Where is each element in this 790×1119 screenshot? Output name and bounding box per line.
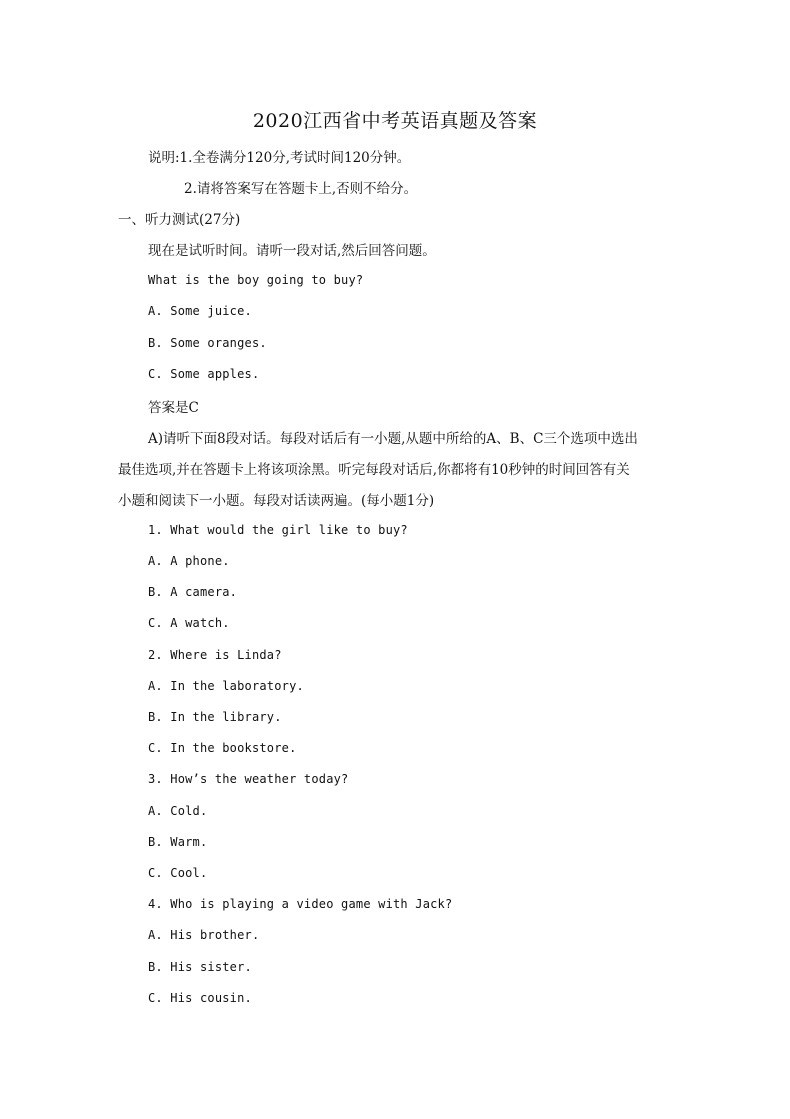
trial-option-c: C. Some apples. [148,367,260,381]
question-1-option-b: B. A camera. [148,585,238,599]
question-3-option-b: B. Warm. [148,835,208,849]
question-2-option-b: B. In the library. [148,710,282,724]
question-1-option-c: C. A watch. [148,616,230,630]
question-4: 4. Who is playing a video game with Jack? [148,897,453,911]
trial-question: What is the boy going to buy? [148,273,364,287]
note-line-2: 2.请将答案写在答题卡上,否则不给分。 [184,181,418,197]
question-2-option-a: A. In the laboratory. [148,679,304,693]
question-4-option-a: A. His brother. [148,928,260,942]
trial-option-b: B. Some oranges. [148,336,267,350]
note-line-1: 说明:1.全卷满分120分,考试时间120分钟。 [148,150,411,166]
question-1-option-a: A. A phone. [148,554,230,568]
trial-intro: 现在是试听时间。请听一段对话,然后回答问题。 [148,243,436,259]
document-title: 2020江西省中考英语真题及答案 [252,110,538,132]
instructions-line-2: 最佳选项,并在答题卡上将该项涂黑。听完每段对话后,你都将有10秒钟的时间回答有关 [118,462,630,478]
trial-option-a: A. Some juice. [148,304,252,318]
question-3-option-a: A. Cold. [148,804,208,818]
question-4-option-b: B. His sister. [148,960,252,974]
instructions-line-3: 小题和阅读下一小题。每段对话读两遍。(每小题1分) [118,493,435,509]
question-1: 1. What would the girl like to buy? [148,523,408,537]
question-3-option-c: C. Cool. [148,866,208,880]
question-4-option-c: C. His cousin. [148,991,252,1005]
trial-answer: 答案是C [148,400,199,416]
question-2-option-c: C. In the bookstore. [148,741,297,755]
question-2: 2. Where is Linda? [148,648,282,662]
question-3: 3. How’s the weather today? [148,772,349,786]
instructions-line-1: A)请听下面8段对话。每段对话后有一小题,从题中所给的A、B、C三个选项中选出 [148,431,638,447]
section-heading: 一、听力测试(27分) [118,212,241,228]
